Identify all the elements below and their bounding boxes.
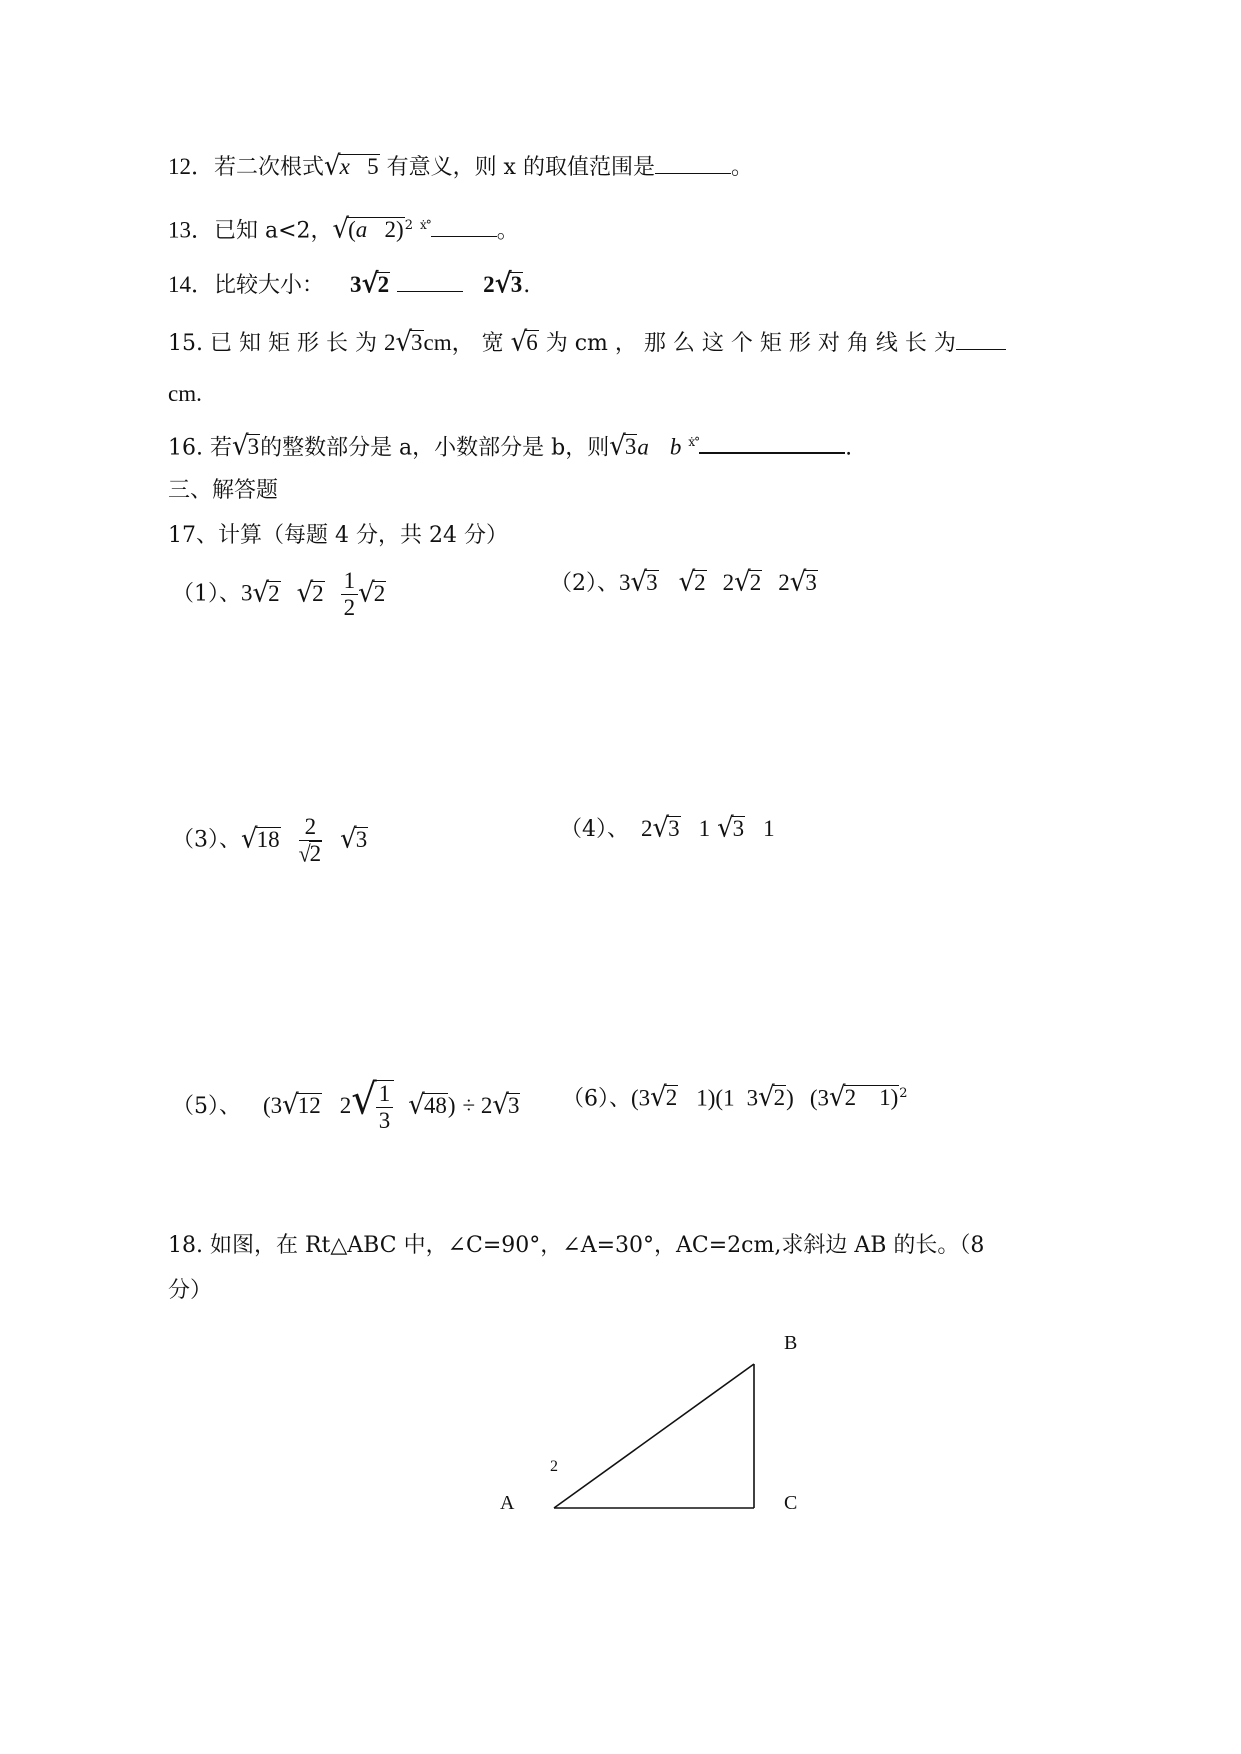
sqrt-expression: √12	[282, 1089, 321, 1121]
problem-17-2: （2）、3√3 √2 2√2 2√3	[550, 566, 817, 598]
sqrt-expression: √2 1)	[829, 1081, 899, 1114]
sqrt-expression: √(a 2)	[332, 213, 404, 246]
sqrt-expression: √3	[340, 822, 368, 855]
sqrt-expression: √2	[358, 576, 386, 609]
problem-label: （3）、	[172, 827, 241, 853]
sqrt-expression: √2	[734, 566, 762, 598]
hypotenuse-ab	[554, 1364, 754, 1508]
sqrt-expression: √2	[758, 1081, 786, 1114]
answer-blank[interactable]	[655, 153, 731, 174]
problem-label: （6）、	[562, 1086, 631, 1112]
question-17-title: 17、计算（每题 4 分，共 24 分）	[168, 523, 508, 548]
question-12: 12．若二次根式√x 5 有意义，则 x 的取值范围是 。	[168, 150, 753, 182]
sqrt-expression: √3	[609, 430, 637, 463]
problem-17-3	[172, 814, 368, 867]
vertex-label-c: C	[784, 1492, 798, 1514]
side-length-label: 2	[550, 1458, 558, 1475]
question-text: 比较大小：	[214, 273, 325, 298]
question-text: 为 cm ， 那 么 这 个 矩 形 对 角 线 长 为	[545, 331, 956, 356]
sqrt-expression: √ $\frac{1}{3}$	[351, 1080, 394, 1134]
question-13: 13．已知 a<2，√(a 2)$^2$ $^{ẋ^\circ}$ 。	[168, 213, 519, 246]
vertex-label-a: A	[500, 1492, 515, 1514]
sqrt-expression: √2	[252, 576, 280, 609]
sqrt-expression: √3	[494, 268, 523, 300]
sqrt-expression: √2	[296, 576, 324, 609]
sqrt-expression: √48	[408, 1089, 447, 1121]
problem-17-5: （5）、 (3√12 2√ $\frac{1}{3}$ √48) ÷ 2√3	[172, 1075, 520, 1133]
fraction: $\frac{2}{√2}$	[298, 814, 322, 867]
problem-17-6: （6）、(3√2 1)(1 3√2) (3√2 1)$^2$	[562, 1081, 908, 1114]
question-15-continuation: cm.	[168, 381, 202, 406]
question-15: 15. 已 知 矩 形 长 为 2√3cm， 宽 √6 为 cm ， 那 么 这 个 矩 形 对 角 线 长 为	[168, 328, 1006, 358]
question-18-continuation: 分）	[168, 1278, 213, 1303]
sqrt-expression: √2	[650, 1081, 678, 1114]
sqrt-expression: √3	[652, 812, 680, 844]
question-text: 15. 已 知 矩 形 长 为	[168, 331, 377, 356]
sqrt-expression: √18	[241, 822, 280, 855]
question-number: 14．	[168, 272, 214, 297]
fraction: $\frac{1}{3}$	[376, 1081, 394, 1134]
answer-blank[interactable]	[699, 432, 845, 454]
sqrt-expression: √3	[492, 1089, 520, 1121]
vertex-label-b: B	[784, 1332, 798, 1354]
sqrt-expression: √3	[717, 812, 745, 844]
question-16: 16. 若√3的整数部分是 a，小数部分是 b，则√3a b $^{ẋ^\circ}$ .	[168, 430, 853, 463]
sqrt-expression: √3	[395, 326, 423, 358]
question-text: 有意义，则 x 的取值范围是	[386, 155, 655, 180]
triangle-figure	[540, 1350, 780, 1520]
sqrt-expression: √3	[231, 430, 260, 463]
sqrt-expression: √x 5	[324, 150, 379, 182]
problem-label: （5）、	[172, 1093, 241, 1119]
sqrt-expression: √2	[678, 566, 706, 598]
question-text: 的整数部分是 a，小数部分是 b，则	[260, 435, 610, 461]
problem-17-1: （1）、3√2 √2 $\frac{1}{2}$ √2	[172, 568, 386, 620]
fraction: $\frac{1}{2}$	[341, 568, 359, 621]
problem-17-4: （4）、 2√3 1 √3 1	[560, 812, 775, 844]
question-number: 13．	[168, 217, 214, 243]
sqrt-expression: √2	[361, 268, 390, 300]
problem-label: （2）、	[550, 571, 619, 596]
answer-blank[interactable]	[397, 271, 463, 292]
answer-blank[interactable]	[956, 329, 1006, 350]
sqrt-expression: √3	[789, 566, 817, 598]
question-text: 若二次根式	[214, 155, 325, 180]
answer-blank[interactable]	[431, 216, 497, 237]
question-number: 12．	[168, 154, 214, 179]
question-number: 16. 若	[168, 435, 232, 461]
problem-label: （4）、	[560, 817, 629, 842]
question-text: 已知 a<2，	[214, 218, 333, 244]
section-heading: 三、解答题	[168, 478, 279, 503]
problem-label: （1）、	[172, 581, 241, 607]
sqrt-expression: √6	[510, 326, 538, 358]
sqrt-expression: √3	[630, 566, 658, 598]
question-18: 18. 如图，在 Rt△ABC 中，∠C=90°，∠A=30°，AC=2cm,求斜边 AB 的长。（8	[168, 1233, 985, 1258]
question-14: 14．比较大小： 3√2 2√3.	[168, 268, 531, 300]
